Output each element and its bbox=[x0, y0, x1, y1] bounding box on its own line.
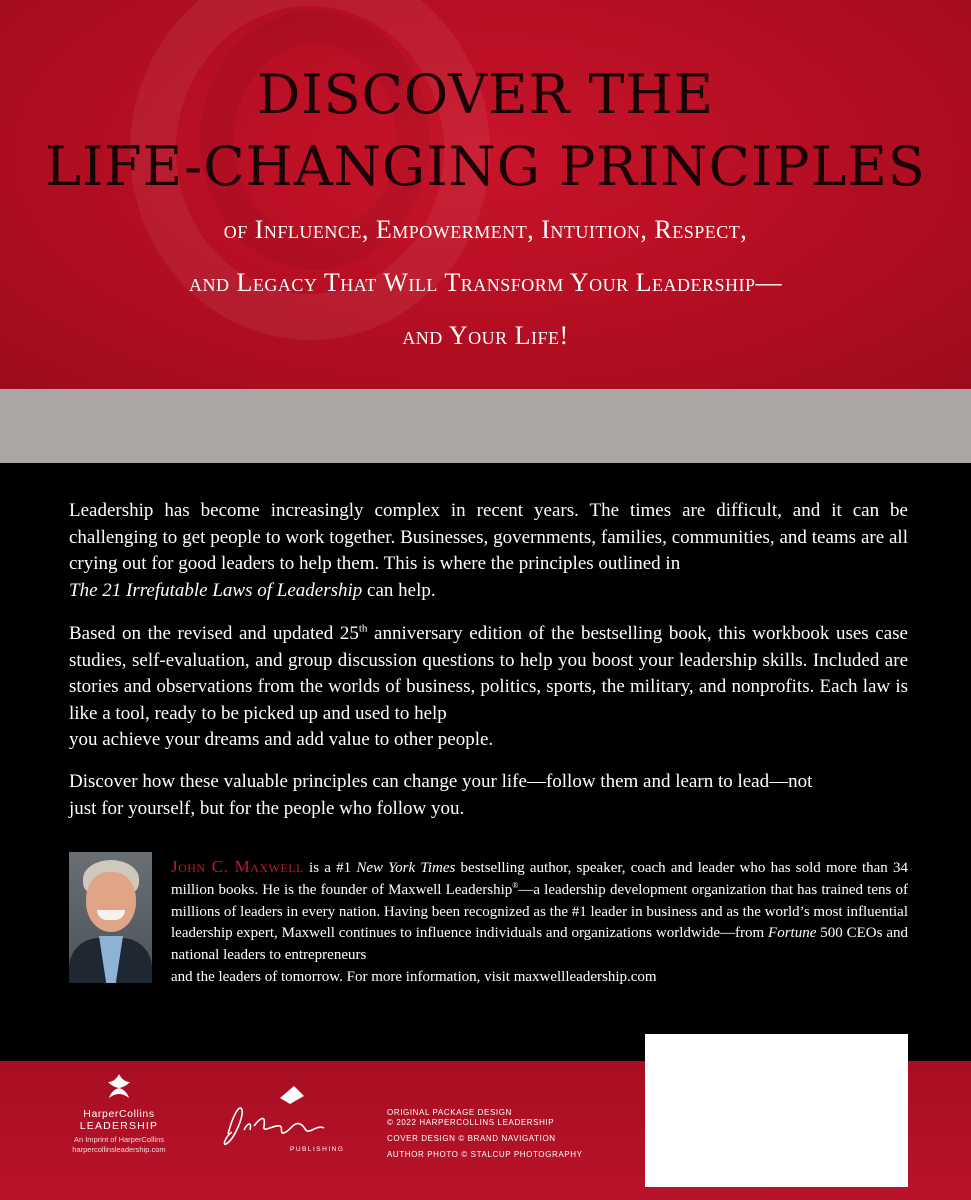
credit-line-2: © 2022 HARPERCOLLINS LEADERSHIP bbox=[387, 1118, 555, 1127]
maxwell-signature-icon bbox=[220, 1082, 340, 1152]
description-paragraph-2 bbox=[69, 621, 908, 754]
bio-part-2: bestselling author, speaker, coach and leader who has sold more than 34 million books. He is the founder of Maxwell Leadership bbox=[171, 860, 908, 898]
bio-tail: and the leaders of tomorrow. For more information, visit maxwellleadership.com bbox=[171, 968, 657, 985]
subheadline-line-2: and Legacy That Will Transform Your Leadership— bbox=[189, 268, 782, 297]
subheadline-line-3: and Your Life! bbox=[402, 321, 569, 350]
credit-line-3: COVER DESIGN © BRAND NAVIGATION bbox=[387, 1134, 556, 1143]
ordinal-suffix: th bbox=[358, 622, 368, 635]
book-title: The 21 Irrefutable Laws of Leadership bbox=[69, 579, 363, 601]
description-paragraph-3 bbox=[69, 769, 908, 822]
subheadline-line-1: of Influence, Empowerment, Intuition, Respect, bbox=[223, 215, 748, 244]
harpercollins-leadership-logo bbox=[64, 1070, 174, 1170]
paragraph-2-start: Based on the revised and updated 25 bbox=[69, 623, 359, 644]
publisher-imprint: LEADERSHIP bbox=[79, 1120, 159, 1132]
publisher-name: HarperCollins bbox=[83, 1108, 155, 1120]
nyt-title: New York Times bbox=[356, 860, 456, 876]
flame-wings-icon bbox=[102, 1070, 136, 1104]
bio-part-4: 500 CEOs and national leaders to entrepreneurs bbox=[171, 925, 908, 964]
maxwell-publishing-label: PUBLISHING bbox=[290, 1146, 345, 1153]
bio-part-3: —a leadership development organization that has trained tens of millions of leaders in every nation. Having been recognized as the #1 leader in business and as the world’s most influential leadership expert, Maxwell continues to influence individuals and organizations worldwide—from bbox=[171, 881, 908, 942]
paragraph-1-end: can help. bbox=[362, 579, 436, 601]
paragraph-1-tail bbox=[69, 578, 908, 605]
paragraph-3-text: Discover how these valuable principles can change your life—follow them and learn to lead—not bbox=[69, 771, 813, 792]
bio-part-1: is a #1 bbox=[303, 860, 357, 876]
paragraph-3-tail: just for yourself, but for the people who follow you. bbox=[69, 797, 465, 819]
barcode-area bbox=[645, 1034, 908, 1187]
credit-line-4: AUTHOR PHOTO © STALCUP PHOTOGRAPHY bbox=[387, 1150, 583, 1159]
paragraph-2-text: anniversary edition of the bestselling book, this workbook uses case studies, self-evaluation, and group discussion questions to help you boost your leadership skills. Included are stories and observations from the worlds of business, politics, sports, the military, and nonprofits. Each law is like a tool, ready to be picked up and used to help bbox=[69, 623, 908, 724]
fortune-title: Fortune bbox=[768, 925, 817, 942]
paragraph-2-tail: you achieve your dreams and add value to other people. bbox=[69, 729, 494, 750]
photo-face bbox=[86, 872, 136, 932]
description-paragraph-1 bbox=[69, 498, 908, 604]
grey-divider-band bbox=[0, 389, 971, 463]
publisher-website: harpercollinsleadership.com bbox=[72, 1145, 166, 1154]
design-credits bbox=[387, 1108, 617, 1160]
headline-line-2: LIFE-CHANGING PRINCIPLES bbox=[45, 135, 926, 198]
publisher-imprint-of: An Imprint of HarperCollins bbox=[73, 1135, 165, 1144]
paragraph-1-text: Leadership has become increasingly complex in recent years. The times are difficult, and it can be challenging to get people to work together. Businesses, governments, families, communities, and teams are all crying out for good leaders to help them. This is where the principles outlined in bbox=[69, 500, 908, 574]
author-name: John C. Maxwell bbox=[171, 857, 304, 876]
author-photo bbox=[69, 852, 152, 983]
credit-line-1: ORIGINAL PACKAGE DESIGN bbox=[387, 1108, 512, 1117]
author-bio bbox=[171, 856, 908, 989]
maxwell-publishing-logo bbox=[220, 1082, 345, 1172]
registered-mark: ® bbox=[512, 880, 519, 890]
headline-line-1: DISCOVER THE bbox=[256, 63, 715, 126]
